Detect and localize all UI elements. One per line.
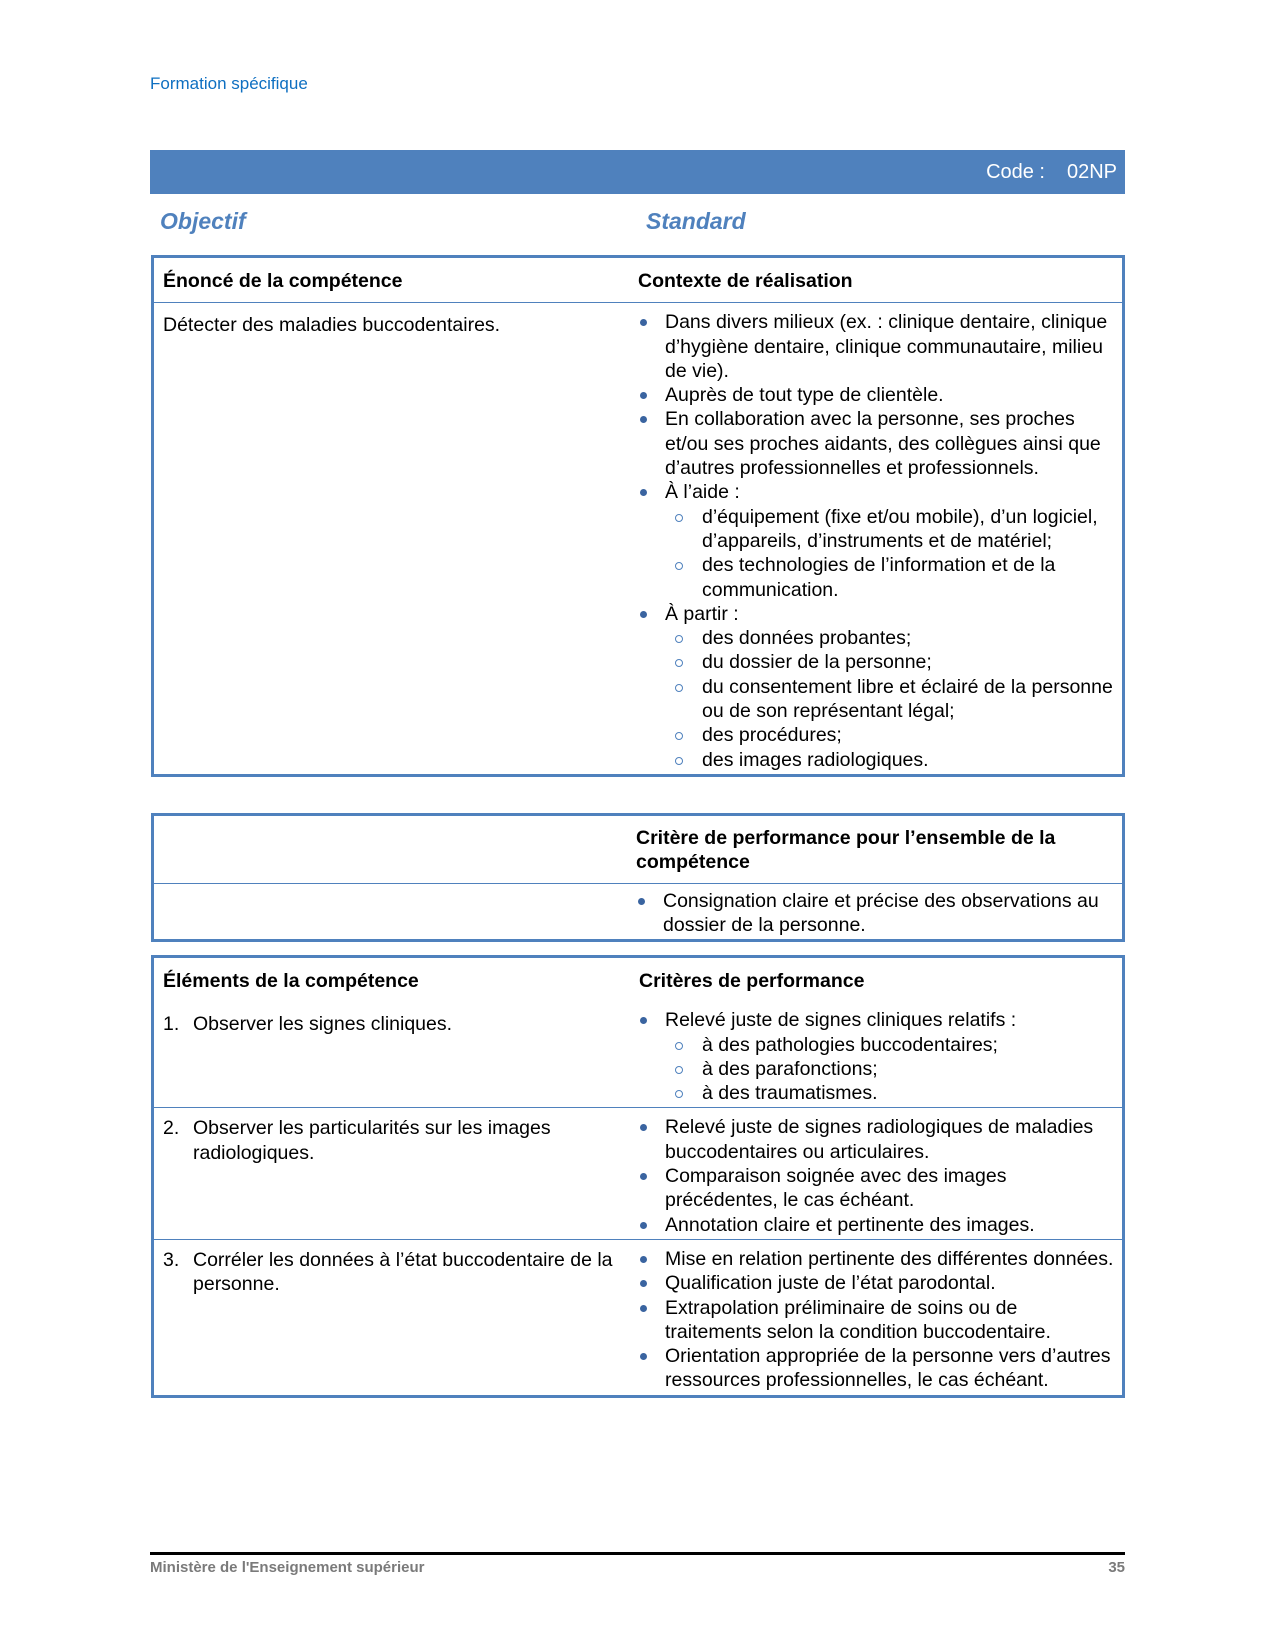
bullet-item (635, 1247, 1116, 1271)
bullet-text: À l’aide : (665, 481, 740, 504)
contexte-list (635, 303, 1122, 774)
bullet-text: Extrapolation préliminaire de soins ou de traitements selon la condition buccodentaire. (665, 1296, 1051, 1343)
element-number: 2. (163, 1117, 180, 1140)
header-criteres: Critères de performance (639, 970, 865, 992)
bullet-text: Relevé juste de signes radiologiques de maladies buccodentaires ou articulaires. (665, 1116, 1094, 1163)
code-label: Code : (986, 161, 1045, 183)
sub-bullet-item: du consentement libre et éclairé de la personne ou de son représentant légal; (665, 675, 1116, 724)
code-separator (1055, 194, 1056, 200)
element-cell (154, 1108, 638, 1238)
bullet-text: Orientation appropriée de la personne vers d’autres ressources professionnelles, le cas échéant. (665, 1345, 1111, 1392)
element-item (163, 1116, 630, 1165)
header-contexte: Contexte de réalisation (638, 270, 853, 292)
table-header-row (154, 258, 1122, 302)
bullet-item (635, 1213, 1116, 1237)
element-item (163, 1248, 630, 1297)
sub-bullet-item: des procédures; (665, 723, 1116, 747)
table-row (154, 883, 1122, 940)
element-number: 3. (163, 1248, 180, 1271)
criteres-cell (635, 1108, 1122, 1238)
element-text: Observer les signes cliniques. (193, 1013, 453, 1036)
bullet-item (635, 1164, 1116, 1213)
page-number: 35 (1108, 1559, 1125, 1576)
sub-bullet-list (665, 1033, 1116, 1106)
code-bar (150, 150, 1125, 194)
criteres-cell (635, 1240, 1122, 1395)
bullet-item (635, 1344, 1116, 1393)
table-row (154, 1002, 1122, 1107)
bullet-list (635, 1115, 1116, 1236)
sub-bullet-item: des images radiologiques. (665, 748, 1116, 772)
heading-objectif: Objectif (160, 208, 246, 234)
bullet-text: En collaboration avec la personne, ses proches et/ou ses proches aidants, des collègues ainsi que d’autres professionnelles et professionnels. (665, 408, 1101, 480)
footer-rule (150, 1552, 1125, 1555)
table-competence-contexte (151, 255, 1125, 777)
bullet-text: Relevé juste de signes cliniques relatifs : (665, 1009, 1017, 1032)
table-elements-criteres (151, 955, 1125, 1398)
sub-bullet-item: à des pathologies buccodentaires; (665, 1033, 1116, 1057)
element-list (163, 1116, 630, 1165)
empty-cell (154, 816, 638, 883)
sub-bullet-list (665, 505, 1116, 602)
header-critere-ensemble: Critère de performance pour l’ensemble de la compétence (636, 827, 1056, 874)
sub-bullet-list (665, 626, 1116, 772)
footer-ministry: Ministère de l'Enseignement supérieur (150, 1559, 425, 1576)
bullet-item: Consignation claire et précise des observations au dossier de la personne. (633, 889, 1116, 938)
bullet-list (635, 1247, 1116, 1393)
enonce-text: Détecter des maladies buccodentaires. (163, 314, 501, 337)
sub-bullet-item: des technologies de l’information et de la communication. (665, 553, 1116, 602)
sub-bullet-item: à des traumatismes. (665, 1081, 1116, 1105)
table-body (154, 1002, 1122, 1394)
bullet-item (635, 407, 1116, 480)
element-cell (154, 1002, 638, 1107)
bullet-item (635, 602, 1116, 772)
bullet-text: Auprès de tout type de clientèle. (665, 384, 944, 407)
sub-bullet-item: à des parafonctions; (665, 1057, 1116, 1081)
header-elements: Éléments de la compétence (163, 970, 419, 992)
bullet-item (635, 1115, 1116, 1164)
header-enonce: Énoncé de la compétence (163, 270, 403, 292)
bullet-text: À partir : (665, 602, 739, 625)
element-text: Corréler les données à l’état buccodentaire de la personne. (193, 1248, 613, 1296)
bullet-text: Comparaison soignée avec des images précédentes, le cas échéant. (665, 1165, 1007, 1212)
element-cell (154, 1240, 638, 1395)
element-list (163, 1248, 630, 1297)
bullet-item (635, 1008, 1116, 1105)
element-number: 1. (163, 1013, 180, 1036)
bullet-list (633, 889, 1116, 938)
bullet-list (635, 310, 1116, 772)
table-row (154, 1239, 1122, 1395)
bullet-text: Mise en relation pertinente des différentes données. (665, 1247, 1114, 1270)
sub-bullet-item: d’équipement (fixe et/ou mobile), d’un logiciel, d’appareils, d’instruments et de matériel; (665, 505, 1116, 554)
element-item (163, 1012, 630, 1036)
bullet-text: Qualification juste de l’état parodontal. (665, 1272, 996, 1295)
bullet-text: Annotation claire et pertinente des images. (665, 1213, 1035, 1236)
running-head: Formation spécifique (150, 74, 308, 93)
bullet-item (635, 1296, 1116, 1345)
bullet-item (635, 1271, 1116, 1295)
element-text: Observer les particularités sur les images radiologiques. (193, 1117, 551, 1164)
bullet-text: Dans divers milieux (ex. : clinique dentaire, clinique d’hygiène dentaire, clinique communautaire, milieu de vie). (665, 311, 1108, 382)
table-critere-ensemble (151, 813, 1125, 942)
heading-standard: Standard (646, 208, 746, 234)
bullet-item (635, 310, 1116, 383)
table-row (154, 1107, 1122, 1238)
bullet-item (635, 383, 1116, 407)
critere-ensemble-list (633, 884, 1122, 940)
code-value: 02NP (1066, 161, 1117, 183)
element-list (163, 1012, 630, 1036)
criteres-cell (635, 1002, 1122, 1107)
bullet-list (635, 1008, 1116, 1105)
empty-cell (154, 884, 638, 940)
table-row (154, 302, 1122, 774)
sub-bullet-item: des données probantes; (665, 626, 1116, 650)
table-header-row (154, 958, 1122, 1002)
table-header-row (154, 816, 1122, 883)
sub-bullet-item: du dossier de la personne; (665, 650, 1116, 674)
bullet-item (635, 480, 1116, 601)
